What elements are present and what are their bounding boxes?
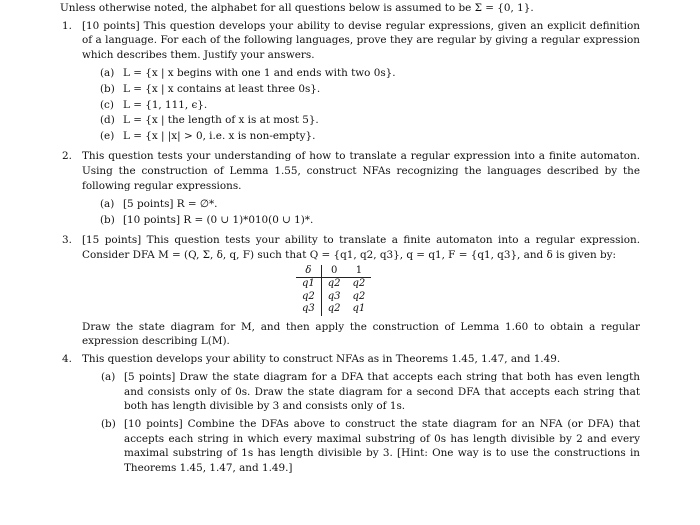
table-cell: q1 <box>296 278 321 291</box>
sub-label: (e) <box>100 129 115 142</box>
sub-label: (a) <box>101 371 116 384</box>
sub-item-a <box>101 370 640 414</box>
question-body <box>82 149 640 230</box>
question-number: 2. <box>62 150 72 163</box>
sub-item-a <box>100 66 640 81</box>
sub-label: (b) <box>100 213 115 226</box>
sub-text: L = {x | x begins with one 1 and ends with two 0s}. <box>123 67 396 80</box>
sub-items <box>101 370 640 475</box>
sub-text: L = {x | the length of x is at most 5}. <box>123 114 319 127</box>
question-2 <box>62 149 640 230</box>
question-text: This question tests your understanding of how to translate a regular expression into a finite automaton. Using the construction of Lemma 1.55, construct NFAs recognizing the languages described by the following regular expressions. <box>82 150 640 192</box>
sub-text: L = {x | x contains at least three 0s}. <box>123 82 321 95</box>
table-header-cell: δ <box>296 265 321 278</box>
question-number: 1. <box>62 19 72 32</box>
sub-item-c <box>100 98 640 113</box>
sub-item-b <box>101 417 640 475</box>
sub-label: (a) <box>100 67 115 80</box>
sub-label: (c) <box>100 98 114 111</box>
table-row <box>296 278 371 291</box>
question-text: [15 points] This question tests your ability to translate a finite automaton into a regular expression. Consider DFA M = (Q, Σ, δ, q, F) such that Q = {q1, q2, q3}, q = q1, F = {q1, q3}, and δ is given by: <box>82 234 640 261</box>
question-3 <box>62 233 640 348</box>
table-header-row <box>296 265 371 278</box>
sub-label: (b) <box>100 82 115 95</box>
sub-item-d <box>100 113 640 128</box>
sub-label: (b) <box>101 418 116 431</box>
transition-table <box>296 265 371 316</box>
sub-text: L = {1, 111, ϵ}. <box>123 98 208 111</box>
sub-text: [5 points] R = ∅*. <box>123 198 218 211</box>
sub-items <box>100 197 640 227</box>
intro-text: Unless otherwise noted, the alphabet for all questions below is assumed to be Σ = {0, 1}. <box>60 2 534 14</box>
sub-item-b <box>100 82 640 97</box>
table-cell: q3 <box>296 303 321 316</box>
table-cell: q2 <box>327 278 341 289</box>
table-cell: q1 <box>352 303 366 314</box>
sub-text: [5 points] Draw the state diagram for a DFA that accepts each string that both has even length and consists only of 0s. Draw the state diagram for a second DFA that accepts each string that both has length divisible by 3 and consists only of 1s. <box>124 371 640 413</box>
table-row <box>296 291 371 304</box>
sub-text: [10 points] R = (0 ∪ 1)*010(0 ∪ 1)*. <box>123 213 314 226</box>
question-text: This question develops your ability to construct NFAs as in Theorems 1.45, 1.47, and 1.49. <box>82 352 561 365</box>
sub-item-b <box>100 213 640 228</box>
question-text: [10 points] This question develops your ability to devise regular expressions, given an explicit definition of a language. For each of the following languages, prove they are regular by giving a regular expression which describes them. Justify your answers. <box>82 19 640 61</box>
sub-item-a <box>100 197 640 212</box>
question-4 <box>62 352 640 479</box>
sub-item-e <box>100 129 640 144</box>
question-body <box>82 19 640 147</box>
table-cell: q2 <box>352 290 366 302</box>
table-header-cell: 1 <box>347 265 372 278</box>
question-body <box>82 233 640 348</box>
sub-label: (a) <box>100 198 115 211</box>
question-followup-text: Draw the state diagram for M, and then apply the construction of Lemma 1.60 to obtain a regular expression describing L(M). <box>82 320 640 348</box>
table-cell: q2 <box>352 278 366 289</box>
table-row <box>296 303 371 316</box>
table-cell: q2 <box>327 303 341 314</box>
question-1 <box>62 19 640 147</box>
sub-items <box>100 66 640 143</box>
sub-label: (d) <box>100 114 115 127</box>
table-cell: q2 <box>296 291 321 304</box>
question-number: 3. <box>62 234 72 247</box>
table-cell: q3 <box>327 290 341 302</box>
question-number: 4. <box>62 352 72 365</box>
sub-text: [10 points] Combine the DFAs above to construct the state diagram for an NFA (or DFA) that accepts each string in which every maximal substring of 0s has length divisible by 2 and every maximal substring of 1s has length divisible by 3. [Hint: One way is to use the constructions in Theorems 1.45, 1.47, and 1.49.] <box>124 418 640 474</box>
question-body <box>82 352 640 479</box>
table-header-cell: 0 <box>321 265 346 278</box>
sub-text: L = {x | |x| > 0, i.e. x is non-empty}. <box>123 129 316 142</box>
